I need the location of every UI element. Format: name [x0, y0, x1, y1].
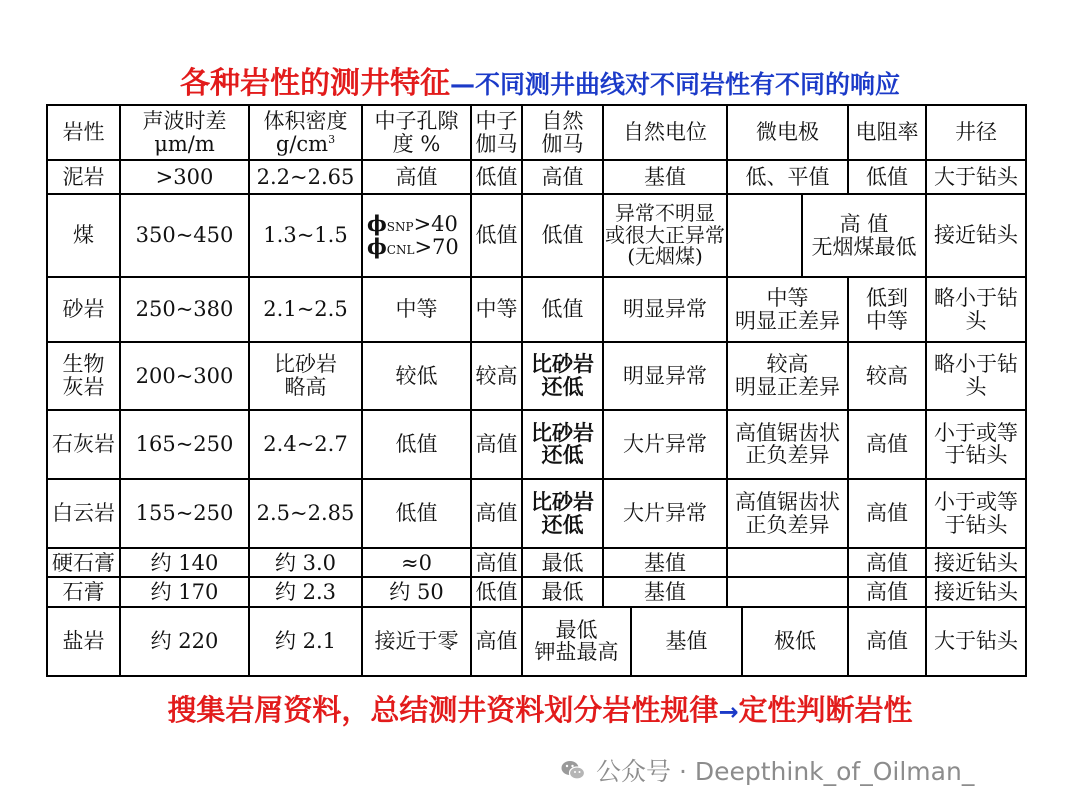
- footer-arrow: →: [718, 698, 739, 726]
- cell-caliper: 接近钻头: [926, 548, 1026, 577]
- header-resistivity: 电阻率: [848, 105, 926, 160]
- wechat-icon: [560, 757, 586, 783]
- cell-neutron: 约 50: [362, 577, 471, 606]
- cell-resistivity: 高值: [848, 410, 926, 479]
- header-microlog: 微电极: [727, 105, 848, 160]
- cell-neutron-gamma: 中等: [471, 277, 522, 342]
- cell-neutron-gamma: 高值: [471, 607, 522, 676]
- cell-sp: 异常不明显 或很大正异常 (无烟煤): [603, 194, 727, 276]
- cell-neutron: ϕSNP>40 ϕCNL>70: [362, 194, 471, 276]
- footer-left: 搜集岩屑资料，总结测井资料划分岩性规律: [167, 693, 719, 727]
- cell-sonic: 200~300: [120, 342, 249, 409]
- cell-resistivity: 高值: [848, 607, 926, 676]
- cell-neutron-gamma: 高值: [471, 548, 522, 577]
- cell-neutron: 中等: [362, 277, 471, 342]
- cell-density: 1.3~1.5: [249, 194, 362, 276]
- title-main: 各种岩性的测井特征: [179, 66, 450, 101]
- cell-sp: 大片异常: [603, 479, 727, 548]
- cell-micro: 中等 明显正差异: [727, 277, 848, 342]
- cell-resistivity: 高值: [848, 548, 926, 577]
- cell-sonic: 165~250: [120, 410, 249, 479]
- cell-sonic: 约 220: [120, 607, 249, 676]
- cell-resistivity: 低值: [848, 160, 926, 194]
- cell-neutron: ≈0: [362, 548, 471, 577]
- watermark: [560, 752, 974, 788]
- cell-micro: [727, 548, 848, 577]
- header-lithology: 岩性: [47, 105, 120, 160]
- cell-caliper: 小于或等 于钻头: [926, 410, 1026, 479]
- lithology-log-table: [46, 104, 1027, 677]
- cell-density: 约 2.1: [249, 607, 362, 676]
- footer-conclusion: [0, 688, 1080, 729]
- cell-neutron-gamma: 高值: [471, 479, 522, 548]
- cell-density: 2.4~2.7: [249, 410, 362, 479]
- cell-natural-gamma: 比砂岩 还低: [522, 479, 603, 548]
- cell-sonic: 约 140: [120, 548, 249, 577]
- cell-neutron: 高值: [362, 160, 471, 194]
- header-sp: 自然电位: [603, 105, 727, 160]
- cell-neutron-gamma: 低值: [471, 194, 522, 276]
- cell-sp: 基值: [603, 160, 727, 194]
- cell-caliper: 接近钻头: [926, 577, 1026, 606]
- cell-neutron: 低值: [362, 479, 471, 548]
- cell-natural-gamma: 最低: [522, 548, 603, 577]
- cell-name: 白云岩: [47, 479, 120, 548]
- cell-sp: 大片异常: [603, 410, 727, 479]
- cell-sp: 基值: [603, 577, 727, 606]
- cell-sp: 明显异常: [603, 342, 727, 409]
- cell-name: 石膏: [47, 577, 120, 606]
- cell-sonic: 250~380: [120, 277, 249, 342]
- cell-micro: 极低: [742, 607, 848, 676]
- cell-micro: 低、平值: [727, 160, 848, 194]
- cell-sonic: 350~450: [120, 194, 249, 276]
- cell-caliper: 接近钻头: [926, 194, 1026, 276]
- cell-density: 比砂岩 略高: [249, 342, 362, 409]
- cell-resistivity: 高值: [848, 577, 926, 606]
- cell-caliper: 略小于钻 头: [926, 277, 1026, 342]
- cell-neutron-gamma: 较高: [471, 342, 522, 409]
- cell-natural-gamma: 比砂岩 还低: [522, 410, 603, 479]
- cell-sp: 基值: [631, 607, 742, 676]
- row-anhydrite: [47, 548, 1026, 577]
- header-density: 体积密度 $g/cm^3$: [249, 105, 362, 160]
- cell-resistivity: 较高: [848, 342, 926, 409]
- cell-name: 泥岩: [47, 160, 120, 194]
- cell-natural-gamma: 比砂岩 还低: [522, 342, 603, 409]
- row-coal: [47, 194, 1026, 276]
- cell-name: 砂岩: [47, 277, 120, 342]
- cell-micro: [727, 577, 848, 606]
- cell-natural-gamma: 最低: [522, 577, 603, 606]
- cell-name: 石灰岩: [47, 410, 120, 479]
- cell-caliper: 大于钻头: [926, 607, 1026, 676]
- cell-micro: 高值锯齿状 正负差异: [727, 479, 848, 548]
- cell-density: 约 3.0: [249, 548, 362, 577]
- cell-sonic: 约 170: [120, 577, 249, 606]
- cell-name: 硬石膏: [47, 548, 120, 577]
- cell-sonic: >300: [120, 160, 249, 194]
- cell-natural-gamma: 高值: [522, 160, 603, 194]
- row-limestone: [47, 410, 1026, 479]
- cell-neutron: 接近于零: [362, 607, 471, 676]
- row-dolomite: [47, 479, 1026, 548]
- cell-sonic: 155~250: [120, 479, 249, 548]
- cell-density: 2.5~2.85: [249, 479, 362, 548]
- watermark-text: 公众号 · Deepthink_of_Oilman_: [596, 757, 975, 786]
- cell-density: 2.2~2.65: [249, 160, 362, 194]
- header-caliper: 井径: [926, 105, 1026, 160]
- header-neutron-porosity: 中子孔隙 度 %: [362, 105, 471, 160]
- cell-neutron: 较低: [362, 342, 471, 409]
- row-sandstone: [47, 277, 1026, 342]
- header-sonic: 声波时差 μm/m: [120, 105, 249, 160]
- cell-sp: 基值: [603, 548, 727, 577]
- cell-density: 约 2.3: [249, 577, 362, 606]
- cell-neutron: 低值: [362, 410, 471, 479]
- cell-caliper: 大于钻头: [926, 160, 1026, 194]
- row-salt: [47, 607, 1026, 676]
- cell-natural-gamma: 最低 钾盐最高: [522, 607, 631, 676]
- footer-right: 定性判断岩性: [738, 693, 913, 727]
- cell-name: 盐岩: [47, 607, 120, 676]
- header-row: [47, 105, 1026, 160]
- header-natural-gamma: 自然 伽马: [522, 105, 603, 160]
- row-bio-limestone: [47, 342, 1026, 409]
- cell-natural-gamma: 低值: [522, 277, 603, 342]
- cell-caliper: 略小于钻 头: [926, 342, 1026, 409]
- cell-micro: 较高 明显正差异: [727, 342, 848, 409]
- cell-neutron-gamma: 高值: [471, 410, 522, 479]
- cell-neutron-gamma: 低值: [471, 577, 522, 606]
- cell-resistivity: 高值: [848, 479, 926, 548]
- cell-sp: 明显异常: [603, 277, 727, 342]
- row-mudstone: [47, 160, 1026, 194]
- title-subtitle: —不同测井曲线对不同岩性有不同的响应: [449, 70, 900, 99]
- page-title: [0, 58, 1080, 102]
- header-neutron-gamma: 中子 伽马: [471, 105, 522, 160]
- cell-name: 煤: [47, 194, 120, 276]
- row-gypsum: [47, 577, 1026, 606]
- cell-resistivity: 高 值 无烟煤最低: [802, 194, 926, 276]
- cell-natural-gamma: 低值: [522, 194, 603, 276]
- cell-name: 生物 灰岩: [47, 342, 120, 409]
- cell-micro: [727, 194, 802, 276]
- cell-resistivity: 低到 中等: [848, 277, 926, 342]
- cell-caliper: 小于或等 于钻头: [926, 479, 1026, 548]
- cell-micro: 高值锯齿状 正负差异: [727, 410, 848, 479]
- cell-density: 2.1~2.5: [249, 277, 362, 342]
- cell-neutron-gamma: 低值: [471, 160, 522, 194]
